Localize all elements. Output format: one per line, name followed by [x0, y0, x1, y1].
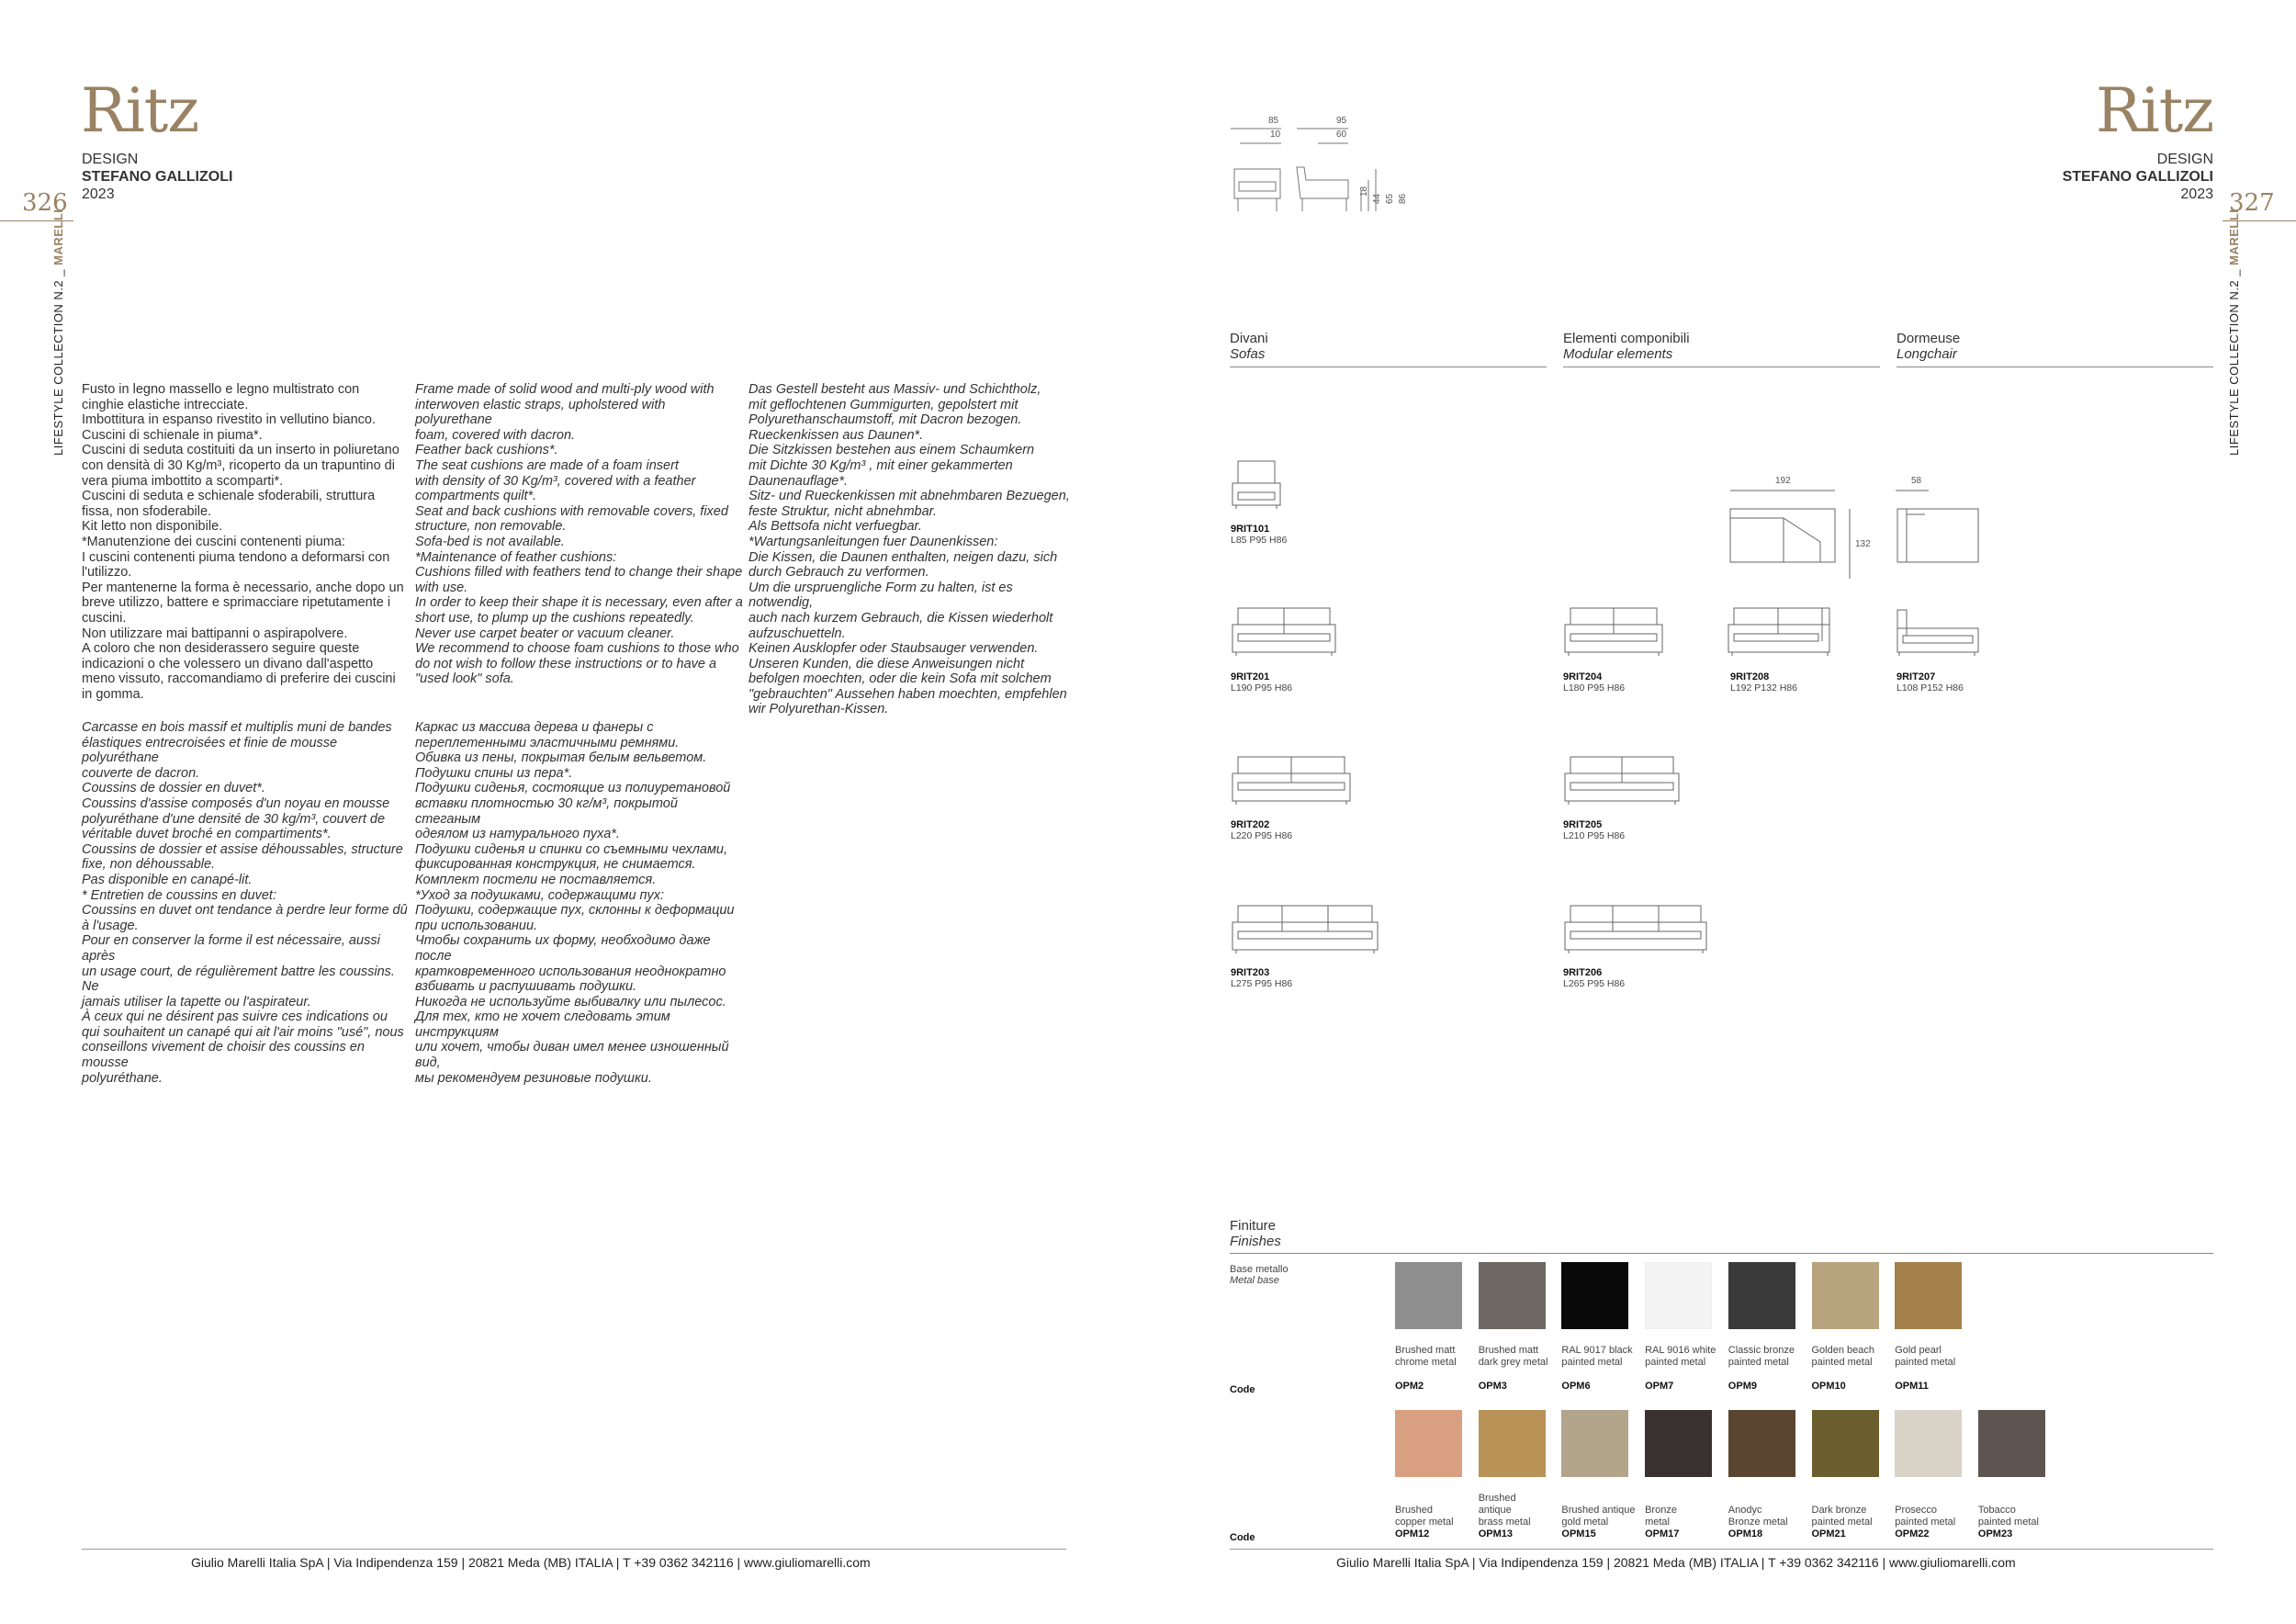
- finish-label-opm2: [1395, 1345, 1470, 1393]
- corner-plan-drawing: [1727, 487, 1855, 579]
- dim-h-18: 18: [1359, 186, 1369, 197]
- finish-name-line: [1645, 1493, 1720, 1505]
- finish-swatch-opm10: [1812, 1262, 1879, 1329]
- dim-h-44: 44: [1372, 193, 1382, 204]
- finish-name-line: Classic bronze: [1728, 1345, 1795, 1356]
- finish-name-line: [1561, 1369, 1637, 1381]
- finish-name-line: painted metal: [1895, 1517, 1956, 1528]
- finish-swatch-opm9: [1728, 1262, 1795, 1329]
- finish-name-line: antique: [1478, 1505, 1512, 1516]
- finish-label-opm12: [1395, 1493, 1470, 1540]
- text-russian: Каркас из массива дерева и фанеры с переплетенными эластичными ремнями. Обивка из пены, покрытая белым вельветом. Подушки спины из пера*. Подушки сиденья, состоящие из полиуретановой вставки плотностью 30 кг/м³, покрытой стеганым одеялом из натурального пуха*. Подушки сиденья и спинки со съемными чехлами, фиксированная конструкция, не снимается. Комплект постели не поставляется. *Уход за подушками, содержащими пух: Подушки, содержащие пух, склонны к деформации при использовании. Чтобы сохранить их форму, необходимо даже после кратковременного использования неоднократно взбивать и распушивать подушки. Никогда не используйте выбивалку или пылесос. Для тех, кто не хочет следовать этим инструкциям или хочет, чтобы диван имел менее изношенный вид, мы рекомендуем резиновые подушки.: [415, 720, 735, 1086]
- finish-swatch-opm6: [1561, 1262, 1628, 1329]
- finish-name-line: Anodyc: [1728, 1505, 1762, 1516]
- finish-label-opm15: [1561, 1493, 1637, 1540]
- finish-name-line: RAL 9017 black: [1561, 1345, 1633, 1356]
- dim-60: 60: [1336, 130, 1347, 140]
- finish-code: OPM10: [1811, 1381, 1846, 1392]
- finish-code: OPM9: [1728, 1381, 1757, 1392]
- finish-swatch-opm7: [1645, 1262, 1712, 1329]
- product-9rit207: [1896, 671, 1964, 694]
- finish-code: OPM21: [1811, 1528, 1846, 1539]
- finish-name-line: [1645, 1369, 1720, 1381]
- product-dims: L85 P95 H86: [1231, 535, 1288, 546]
- finish-name-line: painted metal: [1728, 1357, 1789, 1368]
- finish-swatch-opm21: [1812, 1410, 1879, 1477]
- finish-name-line: [1479, 1369, 1554, 1381]
- right-footer-rule: [1230, 1549, 2213, 1550]
- sofa-9rit203-drawing: [1231, 904, 1381, 955]
- text-french: Carcasse en bois massif et multiplis muni de bandes élastiques entrecroisées et finie de mousse polyuréthane couverte de dacron. Coussins de dossier en duvet*. Coussins d'assise composés d'un noyau en mousse polyuréthane d'une densité de 30 kg/m³, couvert de véritable duvet broché en compartiments*. Coussins de dossier et assise déhoussables, structure fixe, non déhoussable. Pas disponible en canapé-lit. * Entretien de coussins en duvet: Coussins en duvet ont tendance à perdre leur forme dû à l'usage. Pour en conserver la forme il est nécessaire, aussi après un usage court, de régulièrement battre les coussins. Ne jamais utiliser la tapette ou l'aspirateur. À ceux qui ne désirent pas suivre ces indications ou qui souhaitent un canapé qui ait l'air moins "usé", nous conseillons vivement de choisir des coussins en mousse polyuréthane.: [82, 720, 408, 1086]
- longchair-9rit207-drawing: [1892, 606, 1984, 658]
- sofa-9rit206-drawing: [1563, 904, 1710, 955]
- longchair-plan-drawing: [1892, 487, 1984, 570]
- text-italian: Fusto in legno massello e legno multistrato con cinghie elastiche intrecciate. Imbottitura in espanso rivestito in vellutino bianco. Cuscini di schienale in piuma*. Cuscini di seduta costituiti da un inserto in poliuretano con densità di 30 Kg/m³, ricoperto da un trapuntino di vera piuma imbottito a scomparti*. Cuscini di seduta e schienale sfoderabili, struttura fissa, non sfoderabile. Kit letto non disponibile. *Manutenzione dei cuscini contenenti piuma: I cuscini contenenti piuma tendono a deformarsi con l'utilizzo. Per mantenerne la forma è necessario, anche dopo un breve utilizzo, battere e sprimacciare ripetutamente i cuscini. Non utilizzare mai battipanni o aspirapolvere. A coloro che non desiderassero seguire queste indicazioni o che volessero un divano dall'aspetto meno vissuto, raccomandiamo di preferire dei cuscini in gomma.: [82, 382, 404, 702]
- finish-name-line: RAL 9016 white: [1645, 1345, 1716, 1356]
- finish-label-opm10: [1812, 1345, 1887, 1393]
- product-9rit205: [1563, 819, 1625, 841]
- side-brand: MARELLI: [2227, 209, 2241, 265]
- sofa-9rit201-drawing: [1231, 606, 1341, 658]
- left-side-label: [51, 209, 65, 456]
- finish-name-line: Golden beach: [1811, 1345, 1874, 1356]
- finish-name-line: [1895, 1493, 1970, 1505]
- section-finishes-it: Finiture: [1230, 1218, 1277, 1234]
- finish-label-opm7: [1645, 1345, 1720, 1393]
- side-collection: LIFESTYLE COLLECTION N.2 _: [51, 265, 65, 456]
- armchair-9rit101-drawing: [1231, 459, 1286, 511]
- finish-swatch-opm23: [1978, 1410, 2045, 1477]
- finish-name-line: dark grey metal: [1478, 1357, 1548, 1368]
- finish-swatch-opm2: [1395, 1262, 1462, 1329]
- left-footer-rule: [82, 1549, 1066, 1550]
- finish-name-line: painted metal: [1811, 1517, 1873, 1528]
- finish-label-opm17: [1645, 1493, 1720, 1540]
- finish-name-line: Brushed matt: [1395, 1345, 1456, 1356]
- finish-label-opm18: [1728, 1493, 1804, 1540]
- left-footer: Giulio Marelli Italia SpA | Via Indipendenza 159 | 20821 Meda (MB) ITALIA | T +39 0362 342116 | www.giuliomarelli.com: [191, 1555, 871, 1570]
- sofa-9rit205-drawing: [1563, 755, 1683, 806]
- finish-swatch-opm18: [1728, 1410, 1795, 1477]
- finish-label-opm13: [1479, 1493, 1554, 1540]
- product-9rit203: [1231, 967, 1292, 989]
- finish-name-line: painted metal: [1645, 1357, 1706, 1368]
- section-modular-en: Modular elements: [1563, 346, 1673, 362]
- product-dims: L275 P95 H86: [1231, 978, 1293, 989]
- finish-label-opm11: [1895, 1345, 1970, 1393]
- dim-h-65: 65: [1385, 193, 1395, 204]
- product-dims: L192 P132 H86: [1730, 682, 1797, 694]
- armchair-dimension-drawing: [1231, 127, 1414, 219]
- section-longchair: [1896, 331, 1960, 362]
- finish-name-line: [1395, 1493, 1470, 1505]
- section-sofas-it: Divani: [1230, 331, 1268, 346]
- dim-85: 85: [1268, 116, 1279, 126]
- product-dims: L108 P152 H86: [1896, 682, 1964, 694]
- finish-name-line: [1728, 1493, 1804, 1505]
- product-code: 9RIT201: [1231, 671, 1270, 682]
- design-label: DESIGN: [82, 152, 139, 167]
- finish-code: OPM13: [1478, 1528, 1513, 1539]
- product-9rit202: [1231, 819, 1292, 841]
- finish-label-opm23: [1978, 1493, 2054, 1540]
- designer-name: STEFANO GALLIZOLI: [82, 169, 233, 185]
- section-sofas-en: Sofas: [1230, 346, 1266, 362]
- design-label: DESIGN: [2156, 152, 2213, 167]
- finish-swatch-opm15: [1561, 1410, 1628, 1477]
- finish-label-opm6: [1561, 1345, 1637, 1393]
- finish-swatch-opm22: [1895, 1410, 1962, 1477]
- product-dims: L220 P95 H86: [1231, 830, 1293, 841]
- product-code: 9RIT207: [1896, 671, 1936, 682]
- corner-9rit208-drawing: [1727, 606, 1837, 658]
- finish-code: OPM23: [1977, 1528, 2013, 1539]
- finish-code: OPM12: [1395, 1528, 1430, 1539]
- product-code: 9RIT204: [1563, 671, 1603, 682]
- finish-swatch-opm11: [1895, 1262, 1962, 1329]
- finish-name-line: [1728, 1369, 1804, 1381]
- dim-132: 132: [1855, 539, 1871, 549]
- section-finishes-en: Finishes: [1230, 1234, 1281, 1249]
- finish-code: OPM6: [1561, 1381, 1591, 1392]
- left-design-block: [82, 151, 232, 203]
- finish-label-opm21: [1812, 1493, 1887, 1540]
- left-page-title: Ritz: [81, 75, 199, 146]
- finish-name-line: Bronze: [1645, 1505, 1677, 1516]
- sofa-9rit204-drawing: [1563, 606, 1668, 658]
- designer-name: STEFANO GALLIZOLI: [2062, 169, 2213, 185]
- right-design-block: [2063, 151, 2213, 203]
- design-year: 2023: [82, 186, 115, 202]
- code-label-row1: Code: [1230, 1384, 1255, 1395]
- finish-code: OPM18: [1728, 1528, 1763, 1539]
- text-german: Das Gestell besteht aus Massiv- und Schichtholz, mit geflochtenen Gummigurten, gepolstert mit Polyurethanschaumstoff, mit Dacron bezogen. Rueckenkissen aus Daunen*. Die Sitzkissen bestehen aus einem Schaumkern mit Dichte 30 Kg/m³ , mit einer gekammerten Daunenauflage*. Sitz- und Rueckenkissen mit abnehmbaren Bezuegen, feste Struktur, nicht abnehmbar. Als Bettsofa nicht verfuegbar. *Wartungsanleitungen fuer Daunenkissen: Die Kissen, die Daunen enthalten, neigen dazu, sich durch Gebrauch zu verformen. Um die urspruengliche Form zu halten, ist es notwendig, auch nach kurzem Gebrauch, die Kissen wiederholt aufzuschuetteln. Keinen Ausklopfer oder Staubsauger verwenden. Unseren Kunden, die diese Anweisungen nicht befolgen moechten, oder die kein Sofa mit solchem "gebrauchten" Aussehen haben moechten, empfehlen wir Polyurethan-Kissen.: [748, 382, 1070, 717]
- finish-code: OPM22: [1895, 1528, 1930, 1539]
- finish-name-line: Prosecco: [1895, 1505, 1938, 1516]
- right-page-title: Ritz: [2095, 75, 2213, 146]
- finish-name-line: Gold pearl: [1895, 1345, 1941, 1356]
- finish-name-line: Tobacco: [1977, 1505, 2016, 1516]
- finish-name-line: [1978, 1493, 2054, 1505]
- product-9rit201: [1231, 671, 1292, 694]
- finish-label-opm9: [1728, 1345, 1804, 1393]
- finish-name-line: painted metal: [1977, 1517, 2039, 1528]
- finish-name-line: painted metal: [1895, 1357, 1956, 1368]
- section-longchair-en: Longchair: [1896, 346, 1957, 362]
- text-english: Frame made of solid wood and multi-ply wood with interwoven elastic straps, upholstered with polyurethane foam, covered with dacron. Feather back cushions*. The seat cushions are made of a foam insert with density of 30 Kg/m³, covered with a feather compartments quilt*. Seat and back cushions with removable covers, fixed structure, non removable. Sofa-bed is not available. *Maintenance of feather cushions: Cushions filled with feathers tend to change their shape with use. In order to keep their shape it is necessary, even after a short use, to plump up the cushions repeatedly. Never use carpet beater or vacuum cleaner. We recommend to choose foam cushions to those who do not wish to follow these instructions or to have a "used look" sofa.: [415, 382, 743, 687]
- base-en: Metal base: [1230, 1275, 1279, 1286]
- finish-name-line: painted metal: [1561, 1357, 1623, 1368]
- product-code: 9RIT205: [1563, 819, 1603, 830]
- finish-name-line: copper metal: [1395, 1517, 1454, 1528]
- finish-name-line: [1895, 1369, 1970, 1381]
- product-9rit208: [1730, 671, 1797, 694]
- finish-name-line: Brushed matt: [1478, 1345, 1539, 1356]
- right-footer: Giulio Marelli Italia SpA | Via Indipendenza 159 | 20821 Meda (MB) ITALIA | T +39 0362 342116 | www.giuliomarelli.com: [1336, 1555, 2016, 1570]
- finish-name-line: chrome metal: [1395, 1357, 1457, 1368]
- dim-10: 10: [1270, 130, 1281, 140]
- product-code: 9RIT203: [1231, 967, 1270, 978]
- section-modular-it: Elementi componibili: [1563, 331, 1690, 346]
- metal-base-label: [1230, 1264, 1289, 1286]
- finish-code: OPM2: [1395, 1381, 1424, 1392]
- section-finishes-rule: [1230, 1253, 2213, 1254]
- finish-code: OPM17: [1645, 1528, 1680, 1539]
- finish-code: OPM3: [1478, 1381, 1507, 1392]
- finish-swatch-opm13: [1479, 1410, 1546, 1477]
- dim-95: 95: [1336, 116, 1347, 126]
- finish-label-opm22: [1895, 1493, 1970, 1540]
- design-year: 2023: [2180, 186, 2213, 202]
- finish-name-line: Dark bronze: [1811, 1505, 1867, 1516]
- code-label-row2: Code: [1230, 1532, 1255, 1543]
- product-9rit204: [1563, 671, 1625, 694]
- finish-name-line: Brushed antique: [1561, 1505, 1636, 1516]
- finish-name-line: [1395, 1369, 1470, 1381]
- finish-name-line: Brushed: [1478, 1493, 1516, 1504]
- finish-name-line: [1561, 1493, 1637, 1505]
- finish-label-opm3: [1479, 1345, 1554, 1393]
- side-collection: LIFESTYLE COLLECTION N.2 _: [2227, 265, 2241, 456]
- finish-name-line: [1812, 1369, 1887, 1381]
- product-dims: L265 P95 H86: [1563, 978, 1626, 989]
- dim-58: 58: [1911, 476, 1922, 486]
- product-dims: L210 P95 H86: [1563, 830, 1626, 841]
- product-code: 9RIT202: [1231, 819, 1270, 830]
- section-longchair-it: Dormeuse: [1896, 331, 1961, 346]
- dim-192: 192: [1775, 476, 1791, 486]
- product-dims: L180 P95 H86: [1563, 682, 1626, 694]
- section-modular: [1563, 331, 1690, 362]
- finish-code: OPM11: [1895, 1381, 1929, 1392]
- product-code: 9RIT206: [1563, 967, 1603, 978]
- finish-swatch-opm12: [1395, 1410, 1462, 1477]
- finish-swatch-opm17: [1645, 1410, 1712, 1477]
- finish-name-line: brass metal: [1478, 1517, 1531, 1528]
- product-9rit206: [1563, 967, 1625, 989]
- finish-name-line: Bronze metal: [1728, 1517, 1788, 1528]
- finish-code: OPM15: [1561, 1528, 1596, 1539]
- section-finishes: [1230, 1218, 1281, 1249]
- product-code: 9RIT101: [1231, 524, 1270, 535]
- right-side-label: [2227, 209, 2241, 456]
- product-dims: L190 P95 H86: [1231, 682, 1293, 694]
- sofa-9rit202-drawing: [1231, 755, 1354, 806]
- finish-name-line: gold metal: [1561, 1517, 1609, 1528]
- dim-h-86: 86: [1398, 193, 1408, 204]
- section-sofas: [1230, 331, 1268, 362]
- finish-name-line: Brushed: [1395, 1505, 1433, 1516]
- finish-name-line: [1812, 1493, 1887, 1505]
- finish-code: OPM7: [1645, 1381, 1674, 1392]
- finish-name-line: painted metal: [1811, 1357, 1873, 1368]
- finish-name-line: metal: [1645, 1517, 1670, 1528]
- side-brand: MARELLI: [51, 209, 65, 265]
- finish-swatch-opm3: [1479, 1262, 1546, 1329]
- left-page-number: 326: [22, 189, 68, 217]
- base-it: Base metallo: [1230, 1264, 1289, 1275]
- product-code: 9RIT208: [1730, 671, 1770, 682]
- right-page-number: 327: [2229, 189, 2275, 217]
- product-9rit101: [1231, 524, 1287, 546]
